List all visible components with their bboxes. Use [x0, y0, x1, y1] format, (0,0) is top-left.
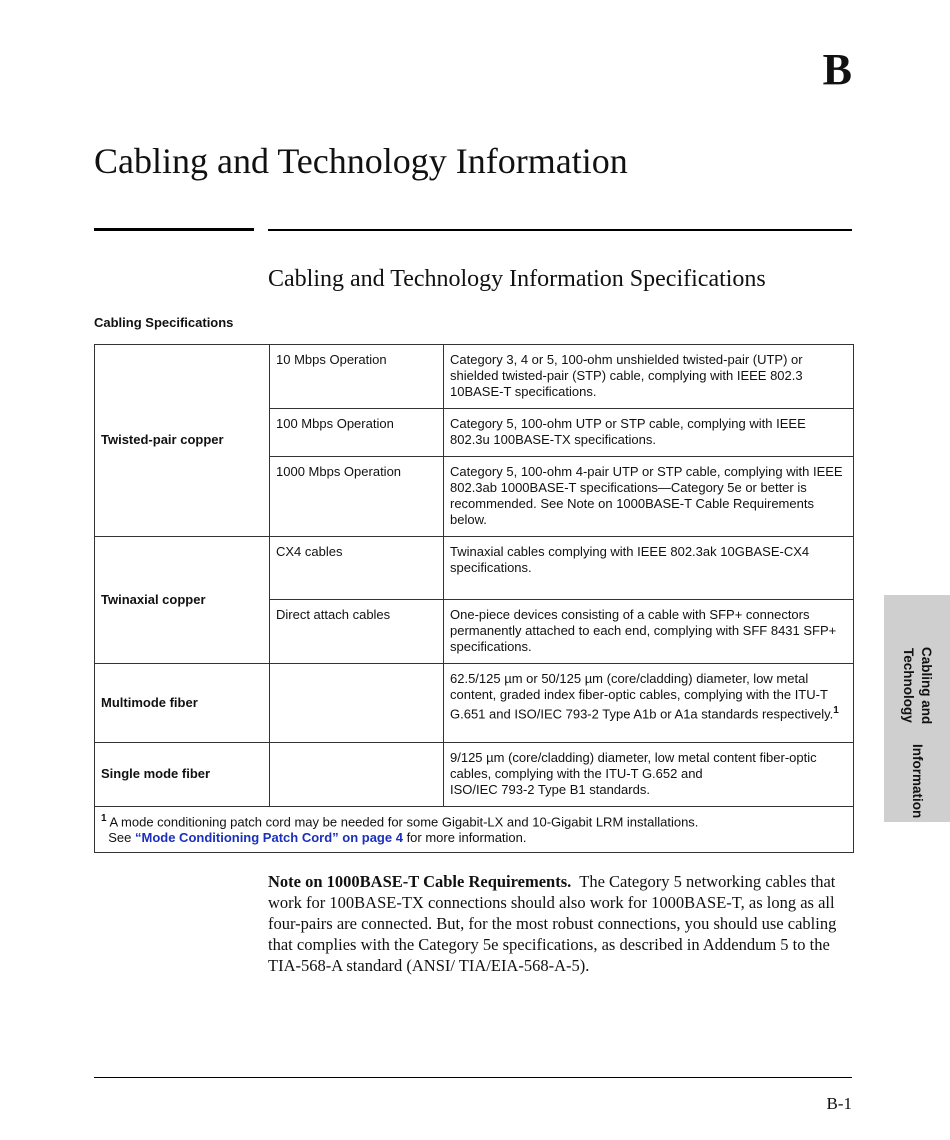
title-rule-thick [94, 228, 254, 231]
table-row [95, 664, 854, 743]
singlemode-spec-line1: 9/125 µm (core/cladding) diameter, low metal content fiber-optic cables, complying with the ITU-T G.652 and [450, 750, 817, 781]
footnote-see: See [108, 830, 132, 846]
category-cell-multimode: Multimode fiber [95, 664, 270, 743]
operation-cell-empty [270, 743, 444, 807]
footnote-text: A mode conditioning patch cord may be needed for some Gigabit-LX and 10-Gigabit LRM installations. [109, 814, 699, 830]
page-number: B-1 [826, 1094, 852, 1113]
table-row [95, 743, 854, 807]
operation-cell-empty [270, 664, 444, 743]
operation-cell: 10 Mbps Operation [270, 345, 444, 409]
cabling-specifications-table [94, 344, 854, 853]
table-row [95, 537, 854, 600]
appendix-letter: B [822, 45, 852, 94]
operation-cell: CX4 cables [270, 537, 444, 600]
side-tab-line2: Information [910, 743, 925, 818]
operation-cell: 100 Mbps Operation [270, 409, 444, 457]
side-tab-label [884, 628, 950, 818]
title-rule-thin [268, 229, 852, 231]
chapter-title: Cabling and Technology Information [94, 141, 628, 181]
spec-cell [444, 664, 854, 743]
section-title: Cabling and Technology Information Specifications [268, 266, 766, 292]
operation-cell: 1000 Mbps Operation [270, 457, 444, 537]
category-cell-singlemode: Single mode fiber [95, 743, 270, 807]
spec-cell [444, 743, 854, 807]
note-body: The Category 5 networking cables that work for 100BASE-TX connections should also work for 1000BASE-T, as long as all four-pairs are connected. But, for the most robust connections, you should use cabling that complies with the Category 5e specifications, as described in Addendum 5 to the TIA-568-A standard (ANSI/ TIA/EIA-568-A-5). [268, 872, 837, 975]
table-footnote-row [95, 807, 854, 853]
spec-cell: Category 3, 4 or 5, 100-ohm unshielded twisted-pair (UTP) or shielded twisted-pair (STP) cable, complying with IEEE 802.3 10BASE-T specifications. [444, 345, 854, 409]
side-tab-line1: Cabling and Technology [901, 647, 934, 725]
spec-cell: Category 5, 100-ohm UTP or STP cable, complying with IEEE 802.3u 100BASE-TX specifications. [444, 409, 854, 457]
table-footnote [95, 807, 854, 853]
multimode-spec-text: 62.5/125 µm or 50/125 µm (core/cladding) diameter, low metal content, graded index fiber-optic cables, complying with the ITU-T G.651 and ISO/IEC 793-2 Type A1b or A1a standards respectively. [450, 671, 834, 722]
footnote-reference: 1 [833, 705, 839, 716]
mode-conditioning-link[interactable]: “Mode Conditioning Patch Cord” on page 4 [135, 830, 403, 846]
spec-cell: One-piece devices consisting of a cable with SFP+ connectors permanently attached to each end, complying with SFF 8431 SFP+ specifications. [444, 600, 854, 664]
category-cell-twinaxial: Twinaxial copper [95, 537, 270, 664]
spec-cell: Category 5, 100-ohm 4-pair UTP or STP cable, complying with IEEE 802.3ab 1000BASE-T specifications—Category 5e or better is recommended. See Note on 1000BASE-T Cable Requirements below. [444, 457, 854, 537]
operation-cell: Direct attach cables [270, 600, 444, 664]
footer-rule [94, 1077, 852, 1078]
table-row [95, 345, 854, 409]
footnote-after-link: for more information. [406, 830, 527, 846]
note-heading: Note on 1000BASE-T Cable Requirements. [268, 872, 572, 891]
category-cell-twisted-pair: Twisted-pair copper [95, 345, 270, 537]
footnote-mark: 1 [101, 813, 107, 824]
spec-cell: Twinaxial cables complying with IEEE 802.3ak 10GBASE-CX4 specifications. [444, 537, 854, 600]
table-caption: Cabling Specifications [94, 315, 234, 330]
singlemode-spec-line2: ISO/IEC 793-2 Type B1 standards. [450, 782, 650, 797]
note-paragraph [268, 871, 858, 976]
